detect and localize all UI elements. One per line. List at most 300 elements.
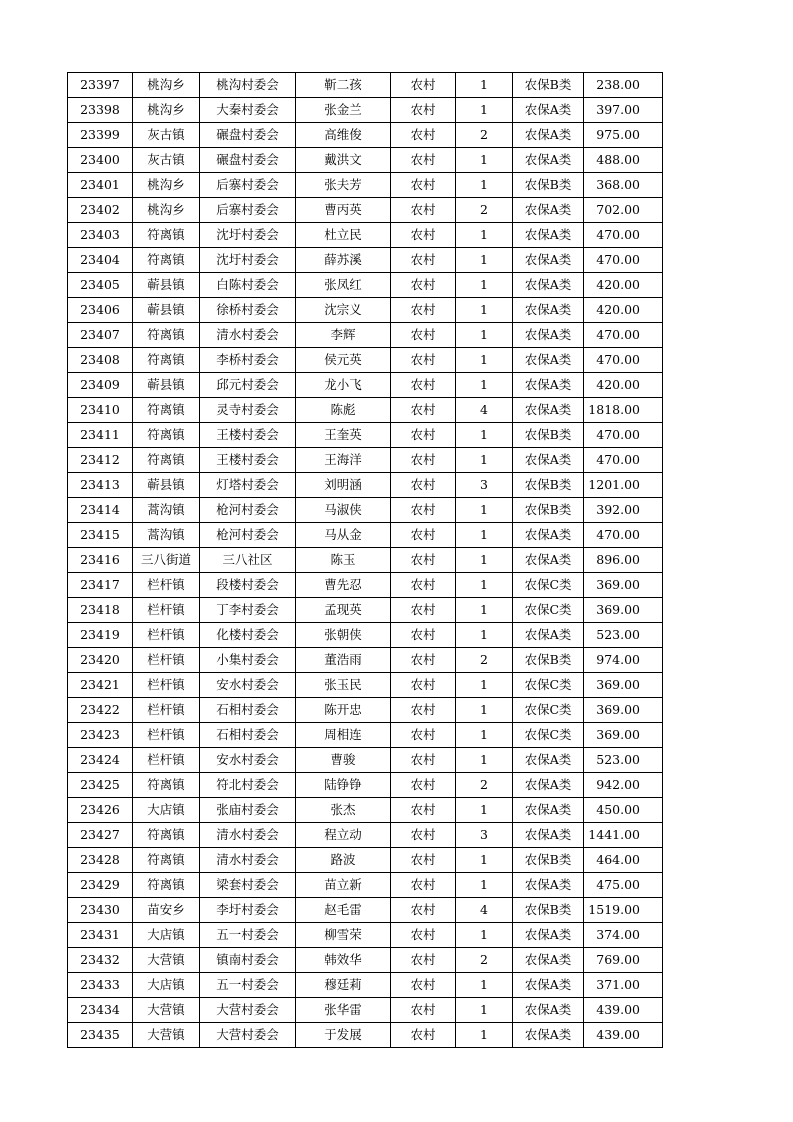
household-count-cell: 2: [456, 198, 513, 223]
area-type-cell: 农村: [391, 873, 456, 898]
township-cell: 符离镇: [133, 773, 200, 798]
amount-cell: 896.00: [584, 548, 663, 573]
category-cell: 农保C类: [513, 723, 584, 748]
village-cell: 白陈村委会: [200, 273, 296, 298]
area-type-cell: 农村: [391, 623, 456, 648]
township-cell: 桃沟乡: [133, 73, 200, 98]
township-cell: 大店镇: [133, 798, 200, 823]
area-type-cell: 农村: [391, 548, 456, 573]
village-cell: 张庙村委会: [200, 798, 296, 823]
table-row: [68, 398, 663, 423]
record-id-cell: 23414: [68, 498, 133, 523]
area-type-cell: 农村: [391, 998, 456, 1023]
record-id-cell: 23413: [68, 473, 133, 498]
township-cell: 符离镇: [133, 873, 200, 898]
township-cell: 符离镇: [133, 348, 200, 373]
township-cell: 桃沟乡: [133, 173, 200, 198]
area-type-cell: 农村: [391, 598, 456, 623]
name-cell: 高维俊: [296, 123, 391, 148]
table-row: [68, 298, 663, 323]
record-id-cell: 23408: [68, 348, 133, 373]
amount-cell: 439.00: [584, 1023, 663, 1048]
amount-cell: 420.00: [584, 273, 663, 298]
category-cell: 农保B类: [513, 498, 584, 523]
village-cell: 清水村委会: [200, 848, 296, 873]
record-id-cell: 23399: [68, 123, 133, 148]
township-cell: 三八街道: [133, 548, 200, 573]
record-id-cell: 23403: [68, 223, 133, 248]
name-cell: 赵毛雷: [296, 898, 391, 923]
category-cell: 农保A类: [513, 873, 584, 898]
household-count-cell: 1: [456, 973, 513, 998]
category-cell: 农保A类: [513, 923, 584, 948]
household-count-cell: 1: [456, 798, 513, 823]
record-id-cell: 23406: [68, 298, 133, 323]
amount-cell: 1441.00: [584, 823, 663, 848]
household-count-cell: 1: [456, 698, 513, 723]
record-id-cell: 23433: [68, 973, 133, 998]
category-cell: 农保A类: [513, 973, 584, 998]
category-cell: 农保A类: [513, 448, 584, 473]
name-cell: 杜立民: [296, 223, 391, 248]
category-cell: 农保A类: [513, 773, 584, 798]
name-cell: 陆铮铮: [296, 773, 391, 798]
village-cell: 枪河村委会: [200, 498, 296, 523]
village-cell: 后寨村委会: [200, 173, 296, 198]
category-cell: 农保C类: [513, 598, 584, 623]
record-id-cell: 23423: [68, 723, 133, 748]
village-cell: 石相村委会: [200, 723, 296, 748]
village-cell: 大营村委会: [200, 1023, 296, 1048]
area-type-cell: 农村: [391, 973, 456, 998]
record-id-cell: 23411: [68, 423, 133, 448]
village-cell: 邱元村委会: [200, 373, 296, 398]
village-cell: 碾盘村委会: [200, 123, 296, 148]
category-cell: 农保A类: [513, 623, 584, 648]
area-type-cell: 农村: [391, 523, 456, 548]
record-id-cell: 23410: [68, 398, 133, 423]
household-count-cell: 1: [456, 73, 513, 98]
category-cell: 农保C类: [513, 573, 584, 598]
area-type-cell: 农村: [391, 348, 456, 373]
name-cell: 陈玉: [296, 548, 391, 573]
amount-cell: 769.00: [584, 948, 663, 973]
amount-cell: 374.00: [584, 923, 663, 948]
category-cell: 农保B类: [513, 173, 584, 198]
name-cell: 孟现英: [296, 598, 391, 623]
household-count-cell: 1: [456, 248, 513, 273]
table-row: [68, 473, 663, 498]
name-cell: 柳雪荣: [296, 923, 391, 948]
area-type-cell: 农村: [391, 948, 456, 973]
area-type-cell: 农村: [391, 373, 456, 398]
category-cell: 农保A类: [513, 748, 584, 773]
amount-cell: 368.00: [584, 173, 663, 198]
category-cell: 农保A类: [513, 548, 584, 573]
village-cell: 清水村委会: [200, 323, 296, 348]
name-cell: 马从金: [296, 523, 391, 548]
area-type-cell: 农村: [391, 673, 456, 698]
name-cell: 陈开忠: [296, 698, 391, 723]
name-cell: 刘明涵: [296, 473, 391, 498]
area-type-cell: 农村: [391, 573, 456, 598]
area-type-cell: 农村: [391, 73, 456, 98]
amount-cell: 975.00: [584, 123, 663, 148]
table-row: [68, 448, 663, 473]
amount-cell: 369.00: [584, 598, 663, 623]
table-row: [68, 573, 663, 598]
record-id-cell: 23424: [68, 748, 133, 773]
amount-cell: 450.00: [584, 798, 663, 823]
record-id-cell: 23421: [68, 673, 133, 698]
category-cell: 农保A类: [513, 373, 584, 398]
table-row: [68, 798, 663, 823]
table-row: [68, 198, 663, 223]
village-cell: 灵寺村委会: [200, 398, 296, 423]
township-cell: 栏杆镇: [133, 648, 200, 673]
amount-cell: 369.00: [584, 723, 663, 748]
record-id-cell: 23416: [68, 548, 133, 573]
category-cell: 农保C类: [513, 673, 584, 698]
household-count-cell: 1: [456, 623, 513, 648]
area-type-cell: 农村: [391, 223, 456, 248]
table-row: [68, 923, 663, 948]
category-cell: 农保B类: [513, 848, 584, 873]
township-cell: 桃沟乡: [133, 98, 200, 123]
household-count-cell: 1: [456, 298, 513, 323]
area-type-cell: 农村: [391, 98, 456, 123]
township-cell: 栏杆镇: [133, 698, 200, 723]
category-cell: 农保A类: [513, 998, 584, 1023]
table-row: [68, 598, 663, 623]
village-cell: 石相村委会: [200, 698, 296, 723]
township-cell: 苗安乡: [133, 898, 200, 923]
table-row: [68, 1023, 663, 1048]
name-cell: 王奎英: [296, 423, 391, 448]
table-row: [68, 898, 663, 923]
township-cell: 大营镇: [133, 998, 200, 1023]
township-cell: 大营镇: [133, 948, 200, 973]
category-cell: 农保A类: [513, 823, 584, 848]
household-count-cell: 1: [456, 148, 513, 173]
area-type-cell: 农村: [391, 273, 456, 298]
amount-cell: 470.00: [584, 423, 663, 448]
household-count-cell: 2: [456, 773, 513, 798]
area-type-cell: 农村: [391, 923, 456, 948]
township-cell: 符离镇: [133, 248, 200, 273]
village-cell: 五一村委会: [200, 923, 296, 948]
household-count-cell: 1: [456, 223, 513, 248]
table-row: [68, 523, 663, 548]
village-cell: 沈圩村委会: [200, 248, 296, 273]
township-cell: 符离镇: [133, 448, 200, 473]
amount-cell: 238.00: [584, 73, 663, 98]
household-count-cell: 4: [456, 398, 513, 423]
amount-cell: 1818.00: [584, 398, 663, 423]
record-id-cell: 23405: [68, 273, 133, 298]
area-type-cell: 农村: [391, 173, 456, 198]
household-count-cell: 1: [456, 98, 513, 123]
table-row: [68, 748, 663, 773]
record-id-cell: 23431: [68, 923, 133, 948]
table-row: [68, 623, 663, 648]
area-type-cell: 农村: [391, 248, 456, 273]
table-row: [68, 273, 663, 298]
name-cell: 张夫芳: [296, 173, 391, 198]
amount-cell: 397.00: [584, 98, 663, 123]
record-id-cell: 23404: [68, 248, 133, 273]
village-cell: 符北村委会: [200, 773, 296, 798]
record-id-cell: 23407: [68, 323, 133, 348]
category-cell: 农保B类: [513, 648, 584, 673]
township-cell: 大店镇: [133, 923, 200, 948]
township-cell: 蕲县镇: [133, 473, 200, 498]
township-cell: 符离镇: [133, 323, 200, 348]
amount-cell: 439.00: [584, 998, 663, 1023]
record-id-cell: 23400: [68, 148, 133, 173]
village-cell: 枪河村委会: [200, 523, 296, 548]
township-cell: 大营镇: [133, 1023, 200, 1048]
name-cell: 张金兰: [296, 98, 391, 123]
township-cell: 栏杆镇: [133, 673, 200, 698]
township-cell: 蒿沟镇: [133, 498, 200, 523]
household-count-cell: 4: [456, 898, 513, 923]
category-cell: 农保A类: [513, 273, 584, 298]
name-cell: 曹骏: [296, 748, 391, 773]
village-cell: 碾盘村委会: [200, 148, 296, 173]
category-cell: 农保A类: [513, 523, 584, 548]
village-cell: 灯塔村委会: [200, 473, 296, 498]
village-cell: 三八社区: [200, 548, 296, 573]
area-type-cell: 农村: [391, 498, 456, 523]
record-id-cell: 23430: [68, 898, 133, 923]
township-cell: 蕲县镇: [133, 273, 200, 298]
village-cell: 化楼村委会: [200, 623, 296, 648]
amount-cell: 470.00: [584, 323, 663, 348]
township-cell: 符离镇: [133, 223, 200, 248]
area-type-cell: 农村: [391, 798, 456, 823]
area-type-cell: 农村: [391, 748, 456, 773]
area-type-cell: 农村: [391, 448, 456, 473]
village-cell: 大营村委会: [200, 998, 296, 1023]
name-cell: 沈宗义: [296, 298, 391, 323]
record-id-cell: 23398: [68, 98, 133, 123]
household-count-cell: 2: [456, 648, 513, 673]
amount-cell: 392.00: [584, 498, 663, 523]
name-cell: 曹丙英: [296, 198, 391, 223]
area-type-cell: 农村: [391, 123, 456, 148]
area-type-cell: 农村: [391, 198, 456, 223]
table-row: [68, 973, 663, 998]
township-cell: 符离镇: [133, 423, 200, 448]
name-cell: 穆廷莉: [296, 973, 391, 998]
household-count-cell: 3: [456, 473, 513, 498]
table-row: [68, 998, 663, 1023]
name-cell: 靳二孩: [296, 73, 391, 98]
category-cell: 农保B类: [513, 73, 584, 98]
household-count-cell: 1: [456, 998, 513, 1023]
record-id-cell: 23426: [68, 798, 133, 823]
township-cell: 大店镇: [133, 973, 200, 998]
township-cell: 桃沟乡: [133, 198, 200, 223]
category-cell: 农保A类: [513, 98, 584, 123]
name-cell: 戴洪文: [296, 148, 391, 173]
area-type-cell: 农村: [391, 323, 456, 348]
name-cell: 陈彪: [296, 398, 391, 423]
amount-cell: 420.00: [584, 373, 663, 398]
village-cell: 段楼村委会: [200, 573, 296, 598]
area-type-cell: 农村: [391, 823, 456, 848]
table-row: [68, 248, 663, 273]
name-cell: 张凤红: [296, 273, 391, 298]
area-type-cell: 农村: [391, 1023, 456, 1048]
township-cell: 灰古镇: [133, 123, 200, 148]
category-cell: 农保B类: [513, 423, 584, 448]
household-count-cell: 1: [456, 273, 513, 298]
record-id-cell: 23428: [68, 848, 133, 873]
village-cell: 丁李村委会: [200, 598, 296, 623]
table-row: [68, 73, 663, 98]
record-id-cell: 23415: [68, 523, 133, 548]
table-row: [68, 423, 663, 448]
household-count-cell: 1: [456, 723, 513, 748]
table-row: [68, 773, 663, 798]
name-cell: 曹先忍: [296, 573, 391, 598]
amount-cell: 371.00: [584, 973, 663, 998]
name-cell: 苗立新: [296, 873, 391, 898]
amount-cell: 702.00: [584, 198, 663, 223]
record-id-cell: 23422: [68, 698, 133, 723]
township-cell: 符离镇: [133, 398, 200, 423]
village-cell: 王楼村委会: [200, 423, 296, 448]
record-id-cell: 23435: [68, 1023, 133, 1048]
table-row: [68, 498, 663, 523]
village-cell: 小集村委会: [200, 648, 296, 673]
amount-cell: 523.00: [584, 623, 663, 648]
record-id-cell: 23417: [68, 573, 133, 598]
record-id-cell: 23420: [68, 648, 133, 673]
category-cell: 农保A类: [513, 1023, 584, 1048]
table-row: [68, 948, 663, 973]
township-cell: 符离镇: [133, 848, 200, 873]
record-id-cell: 23402: [68, 198, 133, 223]
household-count-cell: 1: [456, 673, 513, 698]
amount-cell: 523.00: [584, 748, 663, 773]
category-cell: 农保A类: [513, 223, 584, 248]
area-type-cell: 农村: [391, 698, 456, 723]
table-row: [68, 673, 663, 698]
record-id-cell: 23397: [68, 73, 133, 98]
record-id-cell: 23432: [68, 948, 133, 973]
name-cell: 周相连: [296, 723, 391, 748]
table-row: [68, 873, 663, 898]
table-row: [68, 548, 663, 573]
amount-cell: 470.00: [584, 523, 663, 548]
table-row: [68, 173, 663, 198]
record-id-cell: 23429: [68, 873, 133, 898]
township-cell: 栏杆镇: [133, 723, 200, 748]
name-cell: 侯元英: [296, 348, 391, 373]
record-id-cell: 23434: [68, 998, 133, 1023]
table-row: [68, 698, 663, 723]
table-row: [68, 848, 663, 873]
village-cell: 王楼村委会: [200, 448, 296, 473]
category-cell: 农保A类: [513, 298, 584, 323]
name-cell: 龙小飞: [296, 373, 391, 398]
household-count-cell: 1: [456, 873, 513, 898]
table-row: [68, 123, 663, 148]
township-cell: 蕲县镇: [133, 298, 200, 323]
amount-cell: 369.00: [584, 698, 663, 723]
amount-cell: 369.00: [584, 573, 663, 598]
township-cell: 蕲县镇: [133, 373, 200, 398]
township-cell: 栏杆镇: [133, 748, 200, 773]
name-cell: 李辉: [296, 323, 391, 348]
name-cell: 张华雷: [296, 998, 391, 1023]
township-cell: 栏杆镇: [133, 598, 200, 623]
table-row: [68, 348, 663, 373]
household-count-cell: 1: [456, 498, 513, 523]
table-row: [68, 223, 663, 248]
household-count-cell: 1: [456, 173, 513, 198]
category-cell: 农保A类: [513, 398, 584, 423]
household-count-cell: 1: [456, 548, 513, 573]
record-id-cell: 23418: [68, 598, 133, 623]
village-cell: 徐桥村委会: [200, 298, 296, 323]
township-cell: 灰古镇: [133, 148, 200, 173]
household-count-cell: 1: [456, 423, 513, 448]
village-cell: 安水村委会: [200, 748, 296, 773]
household-count-cell: 1: [456, 848, 513, 873]
area-type-cell: 农村: [391, 398, 456, 423]
township-cell: 符离镇: [133, 823, 200, 848]
village-cell: 安水村委会: [200, 673, 296, 698]
township-cell: 栏杆镇: [133, 623, 200, 648]
table-row: [68, 373, 663, 398]
category-cell: 农保A类: [513, 323, 584, 348]
amount-cell: 470.00: [584, 223, 663, 248]
category-cell: 农保A类: [513, 123, 584, 148]
area-type-cell: 农村: [391, 648, 456, 673]
amount-cell: 974.00: [584, 648, 663, 673]
table-row: [68, 723, 663, 748]
household-count-cell: 1: [456, 523, 513, 548]
area-type-cell: 农村: [391, 723, 456, 748]
record-id-cell: 23412: [68, 448, 133, 473]
village-cell: 后寨村委会: [200, 198, 296, 223]
amount-cell: 942.00: [584, 773, 663, 798]
village-cell: 李圩村委会: [200, 898, 296, 923]
record-id-cell: 23427: [68, 823, 133, 848]
name-cell: 程立动: [296, 823, 391, 848]
category-cell: 农保C类: [513, 698, 584, 723]
category-cell: 农保B类: [513, 473, 584, 498]
household-count-cell: 1: [456, 598, 513, 623]
village-cell: 五一村委会: [200, 973, 296, 998]
category-cell: 农保A类: [513, 198, 584, 223]
table-row: [68, 98, 663, 123]
household-count-cell: 3: [456, 823, 513, 848]
name-cell: 薛苏溪: [296, 248, 391, 273]
name-cell: 张朝侠: [296, 623, 391, 648]
category-cell: 农保A类: [513, 148, 584, 173]
village-cell: 清水村委会: [200, 823, 296, 848]
household-count-cell: 1: [456, 348, 513, 373]
village-cell: 李桥村委会: [200, 348, 296, 373]
table-row: [68, 323, 663, 348]
household-count-cell: 1: [456, 573, 513, 598]
name-cell: 张杰: [296, 798, 391, 823]
